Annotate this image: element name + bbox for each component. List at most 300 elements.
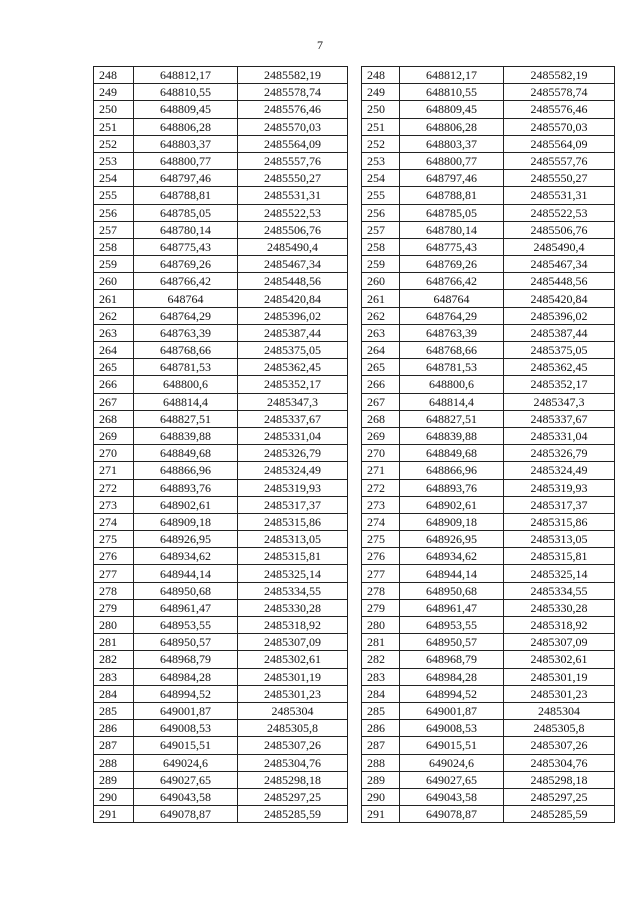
point-number-cell: 267	[362, 393, 400, 410]
coord-y-cell: 2485325,14	[504, 565, 615, 582]
coordinates-table-right	[361, 66, 615, 823]
coord-x-cell: 648950,57	[400, 634, 504, 651]
point-number-cell: 290	[362, 788, 400, 805]
table-row	[362, 479, 615, 496]
table-row	[362, 376, 615, 393]
coord-y-cell: 2485326,79	[504, 445, 615, 462]
coord-x-cell: 649015,51	[400, 737, 504, 754]
point-number-cell: 259	[94, 256, 134, 273]
table-row	[94, 290, 348, 307]
coord-y-cell: 2485570,03	[504, 118, 615, 135]
coord-y-cell: 2485522,53	[504, 204, 615, 221]
coord-x-cell: 648812,17	[400, 67, 504, 84]
table-row	[94, 754, 348, 771]
coord-x-cell: 649001,87	[400, 702, 504, 719]
coord-y-cell: 2485564,09	[504, 135, 615, 152]
coord-y-cell: 2485307,26	[238, 737, 348, 754]
coord-y-cell: 2485582,19	[504, 67, 615, 84]
point-number-cell: 257	[94, 221, 134, 238]
table-row	[362, 342, 615, 359]
table-row	[94, 445, 348, 462]
point-number-cell: 272	[94, 479, 134, 496]
point-number-cell: 290	[94, 788, 134, 805]
coord-y-cell: 2485324,49	[504, 462, 615, 479]
coord-y-cell: 2485319,93	[238, 479, 348, 496]
point-number-cell: 278	[362, 582, 400, 599]
coord-y-cell: 2485304,76	[238, 754, 348, 771]
coord-y-cell: 2485313,05	[238, 531, 348, 548]
coord-y-cell: 2485317,37	[504, 496, 615, 513]
coord-y-cell: 2485330,28	[238, 599, 348, 616]
point-number-cell: 285	[94, 702, 134, 719]
table-row	[362, 359, 615, 376]
table-row	[362, 152, 615, 169]
table-row	[94, 359, 348, 376]
point-number-cell: 273	[362, 496, 400, 513]
point-number-cell: 262	[362, 307, 400, 324]
coord-x-cell: 648902,61	[134, 496, 238, 513]
point-number-cell: 278	[94, 582, 134, 599]
coord-y-cell: 2485550,27	[504, 170, 615, 187]
coord-x-cell: 649043,58	[134, 788, 238, 805]
coord-y-cell: 2485315,86	[504, 513, 615, 530]
point-number-cell: 265	[362, 359, 400, 376]
coord-x-cell: 648950,68	[400, 582, 504, 599]
coord-x-cell: 648800,6	[134, 376, 238, 393]
table-row	[94, 118, 348, 135]
table-row	[362, 256, 615, 273]
coord-x-cell: 648788,81	[134, 187, 238, 204]
coord-y-cell: 2485337,67	[504, 410, 615, 427]
coord-x-cell: 649043,58	[400, 788, 504, 805]
table-row	[362, 135, 615, 152]
table-row	[362, 702, 615, 719]
coord-x-cell: 649008,53	[400, 720, 504, 737]
point-number-cell: 253	[94, 152, 134, 169]
coord-x-cell: 648814,4	[134, 393, 238, 410]
coord-x-cell: 648775,43	[400, 238, 504, 255]
point-number-cell: 279	[94, 599, 134, 616]
point-number-cell: 276	[94, 548, 134, 565]
point-number-cell: 277	[94, 565, 134, 582]
table-row	[94, 170, 348, 187]
point-number-cell: 261	[362, 290, 400, 307]
table-row	[362, 771, 615, 788]
coord-y-cell: 2485315,86	[238, 513, 348, 530]
coord-x-cell: 648780,14	[134, 221, 238, 238]
coord-y-cell: 2485330,28	[504, 599, 615, 616]
table-row	[362, 668, 615, 685]
coord-x-cell: 648950,68	[134, 582, 238, 599]
coord-y-cell: 2485506,76	[504, 221, 615, 238]
coord-x-cell: 648994,52	[400, 685, 504, 702]
table-row	[94, 513, 348, 530]
table-row	[94, 702, 348, 719]
coord-y-cell: 2485285,59	[504, 806, 615, 823]
coord-y-cell: 2485301,23	[238, 685, 348, 702]
coord-x-cell: 648944,14	[134, 565, 238, 582]
table-row	[94, 238, 348, 255]
coord-x-cell: 648866,96	[134, 462, 238, 479]
point-number-cell: 274	[362, 513, 400, 530]
table-row	[94, 84, 348, 101]
table-row	[362, 651, 615, 668]
table-row	[362, 84, 615, 101]
coord-x-cell: 649027,65	[134, 771, 238, 788]
point-number-cell: 263	[94, 324, 134, 341]
point-number-cell: 275	[94, 531, 134, 548]
point-number-cell: 265	[94, 359, 134, 376]
point-number-cell: 258	[94, 238, 134, 255]
point-number-cell: 248	[362, 67, 400, 84]
coord-x-cell: 648809,45	[134, 101, 238, 118]
coord-x-cell: 648944,14	[400, 565, 504, 582]
coord-x-cell: 649024,6	[400, 754, 504, 771]
coord-y-cell: 2485490,4	[504, 238, 615, 255]
table-row	[362, 565, 615, 582]
point-number-cell: 255	[362, 187, 400, 204]
point-number-cell: 286	[94, 720, 134, 737]
coord-x-cell: 648781,53	[400, 359, 504, 376]
coord-x-cell: 648800,6	[400, 376, 504, 393]
coord-x-cell: 648849,68	[400, 445, 504, 462]
point-number-cell: 285	[362, 702, 400, 719]
coord-y-cell: 2485531,31	[238, 187, 348, 204]
point-number-cell: 277	[362, 565, 400, 582]
point-number-cell: 260	[362, 273, 400, 290]
coord-x-cell: 648797,46	[134, 170, 238, 187]
point-number-cell: 286	[362, 720, 400, 737]
table-row	[94, 634, 348, 651]
coord-x-cell: 648788,81	[400, 187, 504, 204]
table-row	[94, 479, 348, 496]
table-row	[362, 221, 615, 238]
coord-y-cell: 2485326,79	[238, 445, 348, 462]
coord-y-cell: 2485375,05	[504, 342, 615, 359]
table-row	[362, 754, 615, 771]
coord-y-cell: 2485570,03	[238, 118, 348, 135]
table-row	[362, 393, 615, 410]
table-row	[94, 617, 348, 634]
coord-x-cell: 648803,37	[134, 135, 238, 152]
coord-y-cell: 2485301,19	[504, 668, 615, 685]
coord-x-cell: 649027,65	[400, 771, 504, 788]
coord-y-cell: 2485467,34	[238, 256, 348, 273]
coord-y-cell: 2485324,49	[238, 462, 348, 479]
table-row	[94, 651, 348, 668]
table-row	[94, 324, 348, 341]
coord-x-cell: 648839,88	[134, 427, 238, 444]
table-row	[362, 496, 615, 513]
coord-y-cell: 2485305,8	[504, 720, 615, 737]
point-number-cell: 254	[94, 170, 134, 187]
point-number-cell: 262	[94, 307, 134, 324]
coord-y-cell: 2485317,37	[238, 496, 348, 513]
coord-y-cell: 2485564,09	[238, 135, 348, 152]
coord-x-cell: 648810,55	[134, 84, 238, 101]
coord-y-cell: 2485578,74	[238, 84, 348, 101]
coord-x-cell: 648812,17	[134, 67, 238, 84]
coord-x-cell: 649078,87	[400, 806, 504, 823]
table-row	[94, 788, 348, 805]
coord-y-cell: 2485334,55	[238, 582, 348, 599]
coord-x-cell: 648893,76	[400, 479, 504, 496]
coord-x-cell: 648902,61	[400, 496, 504, 513]
coord-x-cell: 649015,51	[134, 737, 238, 754]
table-row	[94, 548, 348, 565]
coord-x-cell: 648781,53	[134, 359, 238, 376]
table-row	[362, 462, 615, 479]
table-row	[94, 531, 348, 548]
coord-y-cell: 2485319,93	[504, 479, 615, 496]
point-number-cell: 250	[362, 101, 400, 118]
point-number-cell: 267	[94, 393, 134, 410]
coord-y-cell: 2485531,31	[504, 187, 615, 204]
point-number-cell: 254	[362, 170, 400, 187]
coord-x-cell: 648780,14	[400, 221, 504, 238]
point-number-cell: 252	[362, 135, 400, 152]
point-number-cell: 289	[94, 771, 134, 788]
coord-y-cell: 2485307,09	[238, 634, 348, 651]
table-row	[362, 685, 615, 702]
coord-y-cell: 2485420,84	[504, 290, 615, 307]
coord-y-cell: 2485318,92	[238, 617, 348, 634]
coord-x-cell: 648984,28	[134, 668, 238, 685]
coord-x-cell: 648810,55	[400, 84, 504, 101]
coord-y-cell: 2485331,04	[238, 427, 348, 444]
coord-y-cell: 2485297,25	[504, 788, 615, 805]
coord-y-cell: 2485420,84	[238, 290, 348, 307]
coord-x-cell: 648785,05	[134, 204, 238, 221]
point-number-cell: 258	[362, 238, 400, 255]
point-number-cell: 248	[94, 67, 134, 84]
coord-y-cell: 2485396,02	[504, 307, 615, 324]
table-row	[362, 513, 615, 530]
table-row	[362, 324, 615, 341]
point-number-cell: 249	[94, 84, 134, 101]
coord-x-cell: 648775,43	[134, 238, 238, 255]
point-number-cell: 276	[362, 548, 400, 565]
table-row	[94, 204, 348, 221]
table-row	[94, 737, 348, 754]
coord-y-cell: 2485387,44	[504, 324, 615, 341]
point-number-cell: 284	[362, 685, 400, 702]
table-row	[362, 737, 615, 754]
coord-x-cell: 648766,42	[400, 273, 504, 290]
coord-x-cell: 649078,87	[134, 806, 238, 823]
table-row	[94, 668, 348, 685]
table-row	[94, 67, 348, 84]
coord-y-cell: 2485557,76	[238, 152, 348, 169]
point-number-cell: 287	[94, 737, 134, 754]
point-number-cell: 271	[94, 462, 134, 479]
coord-y-cell: 2485362,45	[238, 359, 348, 376]
coordinates-table-left	[93, 66, 348, 823]
coord-y-cell: 2485313,05	[504, 531, 615, 548]
point-number-cell: 268	[362, 410, 400, 427]
coord-y-cell: 2485582,19	[238, 67, 348, 84]
point-number-cell: 253	[362, 152, 400, 169]
table-row	[94, 376, 348, 393]
coord-y-cell: 2485576,46	[504, 101, 615, 118]
table-row	[94, 101, 348, 118]
point-number-cell: 291	[362, 806, 400, 823]
point-number-cell: 252	[94, 135, 134, 152]
table-row	[362, 307, 615, 324]
coord-x-cell: 648934,62	[134, 548, 238, 565]
coord-y-cell: 2485448,56	[504, 273, 615, 290]
table-row	[94, 135, 348, 152]
coord-x-cell: 648953,55	[400, 617, 504, 634]
table-row	[362, 187, 615, 204]
point-number-cell: 270	[94, 445, 134, 462]
point-number-cell: 281	[94, 634, 134, 651]
coord-x-cell: 648764,29	[400, 307, 504, 324]
table-row	[362, 273, 615, 290]
coord-x-cell: 648934,62	[400, 548, 504, 565]
point-number-cell: 283	[94, 668, 134, 685]
table-row	[362, 548, 615, 565]
coord-x-cell: 648763,39	[134, 324, 238, 341]
table-row	[362, 788, 615, 805]
coord-x-cell: 648797,46	[400, 170, 504, 187]
point-number-cell: 288	[94, 754, 134, 771]
coord-y-cell: 2485347,3	[238, 393, 348, 410]
coord-y-cell: 2485387,44	[238, 324, 348, 341]
point-number-cell: 257	[362, 221, 400, 238]
table-row	[94, 187, 348, 204]
point-number-cell: 270	[362, 445, 400, 462]
coord-x-cell: 648764,29	[134, 307, 238, 324]
table-row	[362, 410, 615, 427]
coord-y-cell: 2485522,53	[238, 204, 348, 221]
coord-y-cell: 2485297,25	[238, 788, 348, 805]
coord-y-cell: 2485285,59	[238, 806, 348, 823]
coord-x-cell: 648866,96	[400, 462, 504, 479]
table-row	[94, 599, 348, 616]
point-number-cell: 275	[362, 531, 400, 548]
table-row	[94, 256, 348, 273]
point-number-cell: 268	[94, 410, 134, 427]
coord-y-cell: 2485490,4	[238, 238, 348, 255]
coord-y-cell: 2485304	[504, 702, 615, 719]
coord-y-cell: 2485325,14	[238, 565, 348, 582]
point-number-cell: 259	[362, 256, 400, 273]
point-number-cell: 269	[362, 427, 400, 444]
coord-x-cell: 648768,66	[134, 342, 238, 359]
point-number-cell: 264	[94, 342, 134, 359]
point-number-cell: 256	[362, 204, 400, 221]
point-number-cell: 260	[94, 273, 134, 290]
table-row	[94, 307, 348, 324]
coord-x-cell: 648953,55	[134, 617, 238, 634]
point-number-cell: 272	[362, 479, 400, 496]
coord-x-cell: 648806,28	[134, 118, 238, 135]
table-row	[94, 273, 348, 290]
coord-y-cell: 2485578,74	[504, 84, 615, 101]
point-number-cell: 282	[362, 651, 400, 668]
table-row	[362, 720, 615, 737]
coord-y-cell: 2485396,02	[238, 307, 348, 324]
coord-y-cell: 2485307,09	[504, 634, 615, 651]
coord-x-cell: 648961,47	[400, 599, 504, 616]
table-row	[362, 531, 615, 548]
point-number-cell: 291	[94, 806, 134, 823]
coord-y-cell: 2485301,19	[238, 668, 348, 685]
coord-y-cell: 2485362,45	[504, 359, 615, 376]
coord-y-cell: 2485305,8	[238, 720, 348, 737]
coord-x-cell: 648909,18	[134, 513, 238, 530]
point-number-cell: 264	[362, 342, 400, 359]
table-row	[362, 238, 615, 255]
coord-x-cell: 648839,88	[400, 427, 504, 444]
coord-x-cell: 648968,79	[134, 651, 238, 668]
coord-x-cell: 648827,51	[400, 410, 504, 427]
table-row	[94, 720, 348, 737]
coord-y-cell: 2485352,17	[504, 376, 615, 393]
table-row	[362, 617, 615, 634]
point-number-cell: 279	[362, 599, 400, 616]
coord-y-cell: 2485557,76	[504, 152, 615, 169]
coord-y-cell: 2485576,46	[238, 101, 348, 118]
coord-y-cell: 2485298,18	[238, 771, 348, 788]
coord-x-cell: 648968,79	[400, 651, 504, 668]
table-row	[94, 496, 348, 513]
table-row	[362, 170, 615, 187]
point-number-cell: 255	[94, 187, 134, 204]
point-number-cell: 283	[362, 668, 400, 685]
table-row	[94, 771, 348, 788]
table-row	[362, 599, 615, 616]
point-number-cell: 250	[94, 101, 134, 118]
coord-y-cell: 2485298,18	[504, 771, 615, 788]
coord-y-cell: 2485337,67	[238, 410, 348, 427]
table-row	[362, 582, 615, 599]
coord-x-cell: 648769,26	[134, 256, 238, 273]
table-row	[94, 410, 348, 427]
coord-y-cell: 2485331,04	[504, 427, 615, 444]
point-number-cell: 251	[94, 118, 134, 135]
coord-y-cell: 2485304,76	[504, 754, 615, 771]
coord-y-cell: 2485304	[238, 702, 348, 719]
coord-y-cell: 2485334,55	[504, 582, 615, 599]
table-row	[94, 806, 348, 823]
coord-x-cell: 649008,53	[134, 720, 238, 737]
coord-y-cell: 2485302,61	[238, 651, 348, 668]
coord-x-cell: 648926,95	[400, 531, 504, 548]
coord-y-cell: 2485467,34	[504, 256, 615, 273]
table-body-right	[362, 67, 615, 823]
coord-x-cell: 648800,77	[134, 152, 238, 169]
table-row	[94, 685, 348, 702]
coord-y-cell: 2485448,56	[238, 273, 348, 290]
point-number-cell: 288	[362, 754, 400, 771]
table-row	[362, 101, 615, 118]
point-number-cell: 271	[362, 462, 400, 479]
table-row	[362, 118, 615, 135]
table-row	[94, 582, 348, 599]
point-number-cell: 284	[94, 685, 134, 702]
coord-x-cell: 648764	[134, 290, 238, 307]
coord-x-cell: 648849,68	[134, 445, 238, 462]
point-number-cell: 289	[362, 771, 400, 788]
point-number-cell: 282	[94, 651, 134, 668]
coord-y-cell: 2485506,76	[238, 221, 348, 238]
coord-x-cell: 648827,51	[134, 410, 238, 427]
point-number-cell: 281	[362, 634, 400, 651]
point-number-cell: 287	[362, 737, 400, 754]
table-row	[362, 634, 615, 651]
